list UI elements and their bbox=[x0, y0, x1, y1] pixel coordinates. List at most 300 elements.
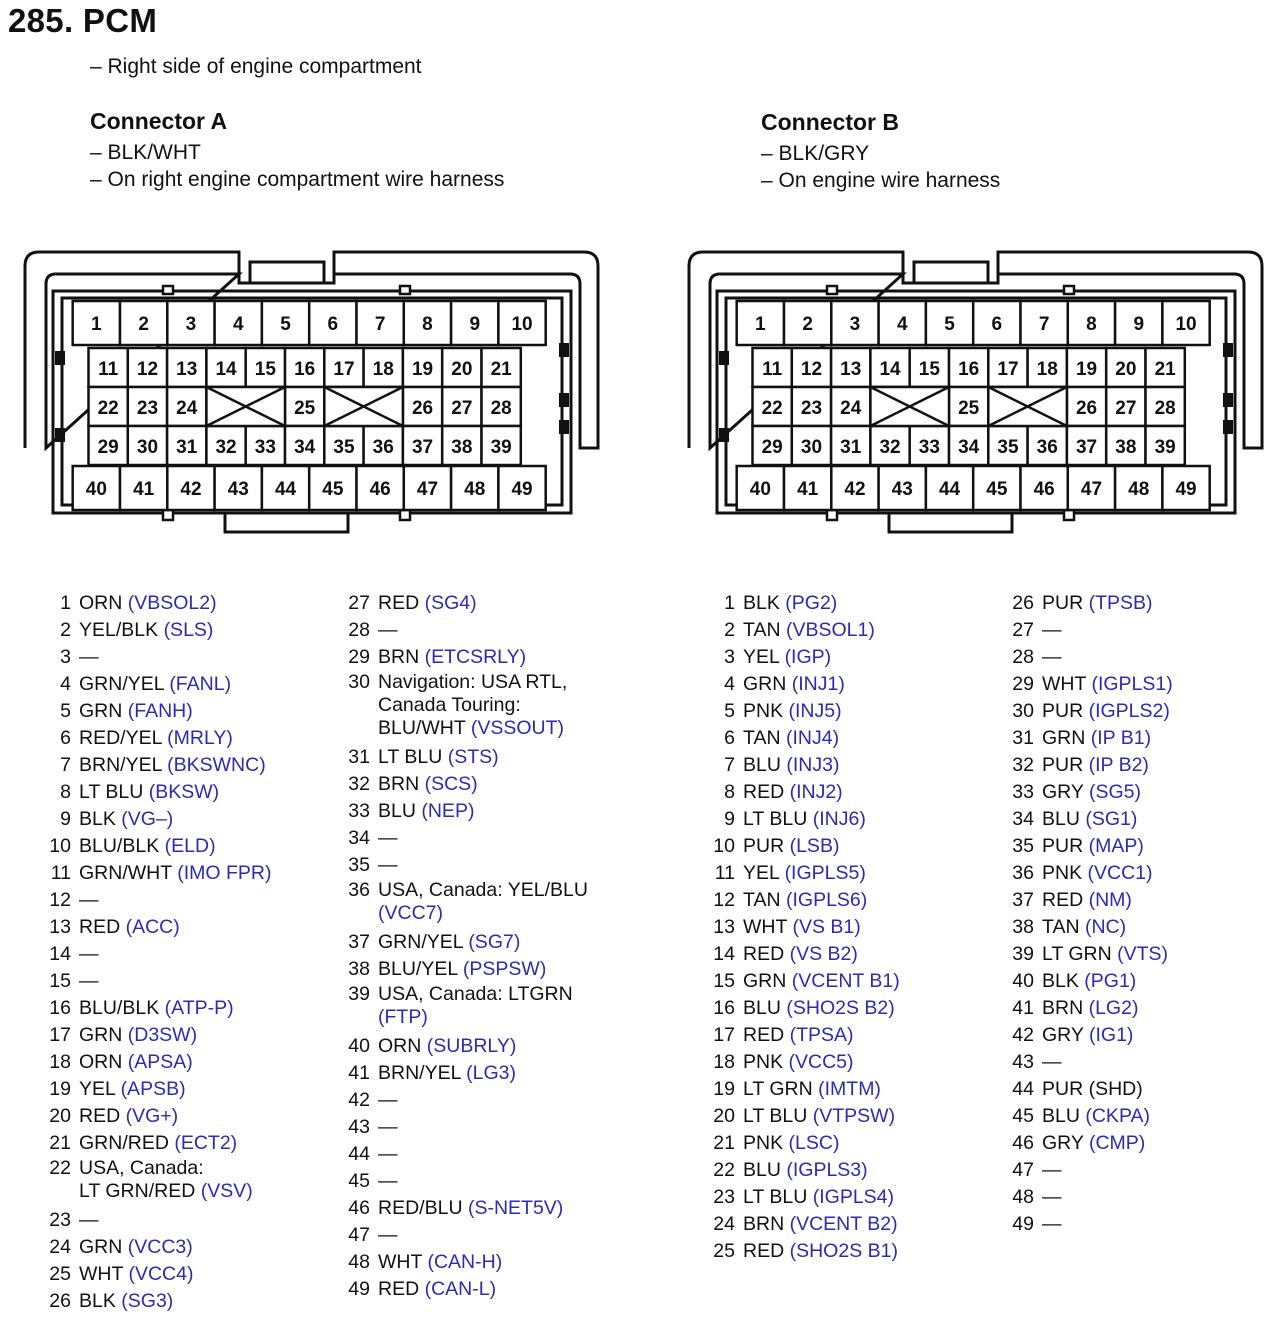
pin-number: 46 bbox=[348, 1197, 370, 1219]
wire-color: LT BLU bbox=[743, 1105, 813, 1127]
signal-name: (CAN-L) bbox=[424, 1278, 497, 1300]
signal-name: (IGPLS5) bbox=[784, 862, 866, 884]
pin-number: 38 bbox=[348, 958, 370, 980]
wire-color: TAN bbox=[1042, 916, 1085, 938]
wire-color: RED bbox=[743, 1024, 790, 1046]
pin-number: 39 bbox=[348, 983, 370, 1005]
pin-number: 12 bbox=[713, 889, 735, 911]
pin-number: 2 bbox=[724, 619, 735, 641]
pin-entry bbox=[1010, 1211, 1265, 1238]
pin-entry bbox=[1010, 752, 1265, 779]
pin-label: 9 bbox=[1133, 314, 1145, 335]
signal-name: (SCS) bbox=[424, 773, 478, 795]
pin-number: 24 bbox=[49, 1236, 71, 1258]
pin-entry bbox=[1010, 617, 1265, 644]
connector-b-pins-col2 bbox=[1010, 590, 1265, 1238]
wire-color: BLK bbox=[79, 1290, 122, 1312]
pin-number: 26 bbox=[49, 1290, 71, 1312]
pin-number: 32 bbox=[1012, 754, 1034, 776]
pin-label: 28 bbox=[490, 398, 512, 419]
connector-b-location: – On engine wire harness bbox=[761, 169, 1001, 192]
pin-line bbox=[378, 902, 646, 925]
wire-color: BRN/YEL bbox=[378, 1062, 467, 1084]
pin-number: 41 bbox=[1012, 997, 1034, 1019]
signal-name: (IMTM) bbox=[818, 1078, 881, 1100]
pin-entry bbox=[711, 941, 1001, 968]
signal-name: (PG1) bbox=[1084, 970, 1137, 992]
wire-color: RED bbox=[378, 1278, 425, 1300]
pin-entry bbox=[346, 1087, 646, 1114]
lock-tab bbox=[55, 428, 65, 442]
signal-name: (ETCSRLY) bbox=[424, 646, 527, 668]
wire-color: ORN bbox=[79, 1051, 128, 1073]
pin-entry bbox=[1010, 1049, 1265, 1076]
pin-label: 30 bbox=[136, 437, 159, 458]
wire-color: RED bbox=[743, 781, 790, 803]
wire-color: BRN bbox=[1042, 997, 1089, 1019]
lock-tab bbox=[1223, 343, 1233, 357]
pin-label: 40 bbox=[85, 479, 107, 500]
pin-number: 32 bbox=[348, 773, 370, 795]
wire-color: PUR bbox=[743, 835, 790, 857]
signal-name: (IG1) bbox=[1088, 1024, 1134, 1046]
pin-entry bbox=[346, 1141, 646, 1168]
pin-entry bbox=[1010, 941, 1265, 968]
wire-color: — bbox=[1042, 646, 1062, 668]
wire-color: YEL bbox=[743, 646, 785, 668]
notch bbox=[827, 286, 837, 294]
pin-label: 28 bbox=[1154, 398, 1176, 419]
wire-color: ORN bbox=[79, 592, 128, 614]
signal-name: (IGPLS4) bbox=[812, 1186, 895, 1208]
pin-entry bbox=[1010, 590, 1265, 617]
pin-number: 49 bbox=[1012, 1213, 1034, 1235]
pin-entry bbox=[346, 852, 646, 879]
pin-label: 45 bbox=[322, 479, 344, 500]
pin-entry bbox=[711, 1103, 1001, 1130]
wire-color: BRN bbox=[378, 773, 425, 795]
pin-number: 17 bbox=[713, 1024, 735, 1046]
signal-name: (MRLY) bbox=[167, 727, 233, 749]
wire-color: WHT bbox=[1042, 673, 1092, 695]
pin-number: 3 bbox=[60, 646, 71, 668]
pin-label: 9 bbox=[469, 314, 481, 335]
pin-number: 6 bbox=[60, 727, 71, 749]
signal-name: (VTS) bbox=[1117, 943, 1169, 965]
pin-number: 15 bbox=[713, 970, 735, 992]
lock-tab bbox=[559, 420, 569, 434]
pin-number: 24 bbox=[713, 1213, 735, 1235]
pin-label: 18 bbox=[372, 359, 394, 380]
pin-entry bbox=[711, 698, 1001, 725]
wire-color: LT GRN/RED bbox=[79, 1180, 201, 1202]
wire-color: GRN bbox=[743, 673, 792, 695]
pin-entry bbox=[711, 1049, 1001, 1076]
pin-label: 41 bbox=[133, 479, 155, 500]
pin-label: 24 bbox=[840, 398, 862, 419]
pin-number: 14 bbox=[49, 943, 71, 965]
pin-number: 44 bbox=[348, 1143, 370, 1165]
signal-name: (PSPSW) bbox=[462, 958, 547, 980]
signal-name: (VCENT B2) bbox=[789, 1213, 898, 1235]
pin-label: 36 bbox=[1036, 437, 1058, 458]
pin-label: 21 bbox=[1154, 359, 1176, 380]
pin-label: 23 bbox=[800, 398, 823, 419]
pin-entry bbox=[47, 1288, 337, 1315]
pin-entry bbox=[346, 1060, 646, 1087]
pin-entry bbox=[1010, 1184, 1265, 1211]
pin-number: 10 bbox=[49, 835, 71, 857]
wire-color: PNK bbox=[1042, 862, 1088, 884]
wire-color: — bbox=[378, 1224, 398, 1246]
signal-name: (VS B2) bbox=[789, 943, 858, 965]
pin-number: 49 bbox=[348, 1278, 370, 1300]
wire-color: GRN/YEL bbox=[79, 673, 170, 695]
pin-entry bbox=[1010, 995, 1265, 1022]
pin-entry bbox=[47, 887, 337, 914]
pin-entry bbox=[711, 914, 1001, 941]
connector-bottom-tab bbox=[225, 513, 348, 532]
connector-key bbox=[250, 262, 324, 283]
pin-label: 12 bbox=[800, 359, 823, 380]
pin-number: 42 bbox=[348, 1089, 370, 1111]
wire-color: BRN bbox=[378, 646, 425, 668]
signal-name: (IP B1) bbox=[1090, 727, 1152, 749]
pin-number: 1 bbox=[60, 592, 71, 614]
pin-label: 16 bbox=[958, 359, 980, 380]
pin-label: 13 bbox=[840, 359, 862, 380]
signal-name: (FANH) bbox=[127, 700, 193, 722]
pin-number: 2 bbox=[60, 619, 71, 641]
pin-entry bbox=[47, 752, 337, 779]
signal-name: (FTP) bbox=[378, 1006, 428, 1028]
wire-color: LT GRN bbox=[743, 1078, 819, 1100]
wire-color: GRY bbox=[1042, 1024, 1089, 1046]
pin-number: 1 bbox=[724, 592, 735, 614]
pin-label: 32 bbox=[879, 437, 901, 458]
wire-color: GRN/RED bbox=[79, 1132, 175, 1154]
pin-entry bbox=[47, 968, 337, 995]
wire-color: TAN bbox=[743, 889, 786, 911]
signal-name: (IMO FPR) bbox=[177, 862, 272, 884]
signal-name: (S-NET5V) bbox=[467, 1197, 564, 1219]
signal-name: (IP B2) bbox=[1088, 754, 1149, 776]
wire-color: RED bbox=[378, 592, 425, 614]
signal-name: (NM) bbox=[1088, 889, 1132, 911]
pin-entry bbox=[1010, 1157, 1265, 1184]
pin-number: 22 bbox=[49, 1157, 71, 1179]
wire-color: GRN bbox=[79, 1024, 128, 1046]
pin-label: 15 bbox=[254, 359, 276, 380]
pin-number: 19 bbox=[713, 1078, 735, 1100]
pin-label: 37 bbox=[411, 437, 434, 458]
pin-label: 44 bbox=[274, 479, 297, 500]
wire-color: BLU/BLK bbox=[79, 997, 165, 1019]
notch bbox=[827, 510, 837, 520]
lock-tab bbox=[559, 393, 569, 407]
wire-color: LT BLU bbox=[378, 746, 448, 768]
signal-name: (STS) bbox=[447, 746, 499, 768]
pin-label: 11 bbox=[762, 359, 783, 380]
pin-line bbox=[79, 1180, 337, 1203]
pin-label: 44 bbox=[938, 479, 961, 500]
pin-number: 33 bbox=[1012, 781, 1034, 803]
signal-name: (VTPSW) bbox=[812, 1105, 896, 1127]
wire-color: RED bbox=[79, 1105, 126, 1127]
pin-note: Canada Touring: bbox=[378, 694, 521, 716]
pin-label: 19 bbox=[411, 359, 434, 380]
pin-label: 34 bbox=[958, 437, 980, 458]
pin-note: USA, Canada: YEL/BLU bbox=[378, 879, 588, 901]
pin-label: 26 bbox=[411, 398, 434, 419]
pin-number: 23 bbox=[49, 1209, 71, 1231]
pin-number: 29 bbox=[1012, 673, 1034, 695]
pin-label: 18 bbox=[1036, 359, 1058, 380]
signal-name: (SHO2S B1) bbox=[789, 1240, 898, 1262]
pin-label: 11 bbox=[98, 359, 119, 380]
pin-number: 18 bbox=[49, 1051, 71, 1073]
pin-number: 16 bbox=[49, 997, 71, 1019]
pin-entry bbox=[47, 617, 337, 644]
pin-entry bbox=[1010, 725, 1265, 752]
pin-entry bbox=[711, 1211, 1001, 1238]
wire-color: TAN bbox=[743, 619, 786, 641]
connector-key bbox=[914, 262, 988, 283]
notch bbox=[1064, 510, 1074, 520]
notch bbox=[163, 286, 173, 294]
pin-line bbox=[378, 717, 646, 740]
signal-name: (BKSW) bbox=[148, 781, 220, 803]
pin-number: 18 bbox=[713, 1051, 735, 1073]
signal-name: (IGPLS2) bbox=[1088, 700, 1170, 722]
pin-entry bbox=[346, 1276, 646, 1303]
signal-name: (CMP) bbox=[1088, 1132, 1146, 1154]
pin-entry bbox=[346, 671, 646, 740]
pin-number: 10 bbox=[713, 835, 735, 857]
signal-name: (INJ5) bbox=[788, 700, 842, 722]
pin-number: 3 bbox=[724, 646, 735, 668]
pin-entry bbox=[47, 1103, 337, 1130]
pin-number: 4 bbox=[60, 673, 71, 695]
pin-entry bbox=[346, 617, 646, 644]
pin-label: 2 bbox=[138, 314, 149, 335]
pin-number: 42 bbox=[1012, 1024, 1034, 1046]
wire-color: RED/YEL bbox=[79, 727, 168, 749]
wire-color: BLU/BLK bbox=[79, 835, 165, 857]
pin-entry bbox=[47, 941, 337, 968]
pin-label: 3 bbox=[185, 314, 197, 335]
pin-number: 23 bbox=[713, 1186, 735, 1208]
wire-color: BLK bbox=[743, 592, 786, 614]
pin-number: 8 bbox=[60, 781, 71, 803]
pin-label: 35 bbox=[997, 437, 1019, 458]
signal-name: (PG2) bbox=[785, 592, 838, 614]
pin-label: 42 bbox=[180, 479, 202, 500]
pin-entry bbox=[47, 1207, 337, 1234]
wire-color: YEL/BLK bbox=[79, 619, 164, 641]
pin-entry bbox=[711, 1130, 1001, 1157]
signal-name: (ECT2) bbox=[174, 1132, 238, 1154]
pin-entry bbox=[47, 1022, 337, 1049]
signal-name: (ELD) bbox=[164, 835, 216, 857]
pin-entry bbox=[711, 1157, 1001, 1184]
pin-number: 47 bbox=[1012, 1159, 1034, 1181]
wire-color: BRN/YEL bbox=[79, 754, 168, 776]
lock-tab bbox=[1223, 420, 1233, 434]
pin-label: 13 bbox=[176, 359, 198, 380]
pin-entry bbox=[1010, 806, 1265, 833]
pin-entry bbox=[1010, 1022, 1265, 1049]
pin-label: 24 bbox=[176, 398, 198, 419]
pin-number: 35 bbox=[1012, 835, 1034, 857]
signal-name: (LSC) bbox=[788, 1132, 840, 1154]
notch bbox=[1064, 286, 1074, 294]
wire-color: BLK bbox=[1042, 970, 1085, 992]
pin-number: 43 bbox=[1012, 1051, 1034, 1073]
pin-entry bbox=[1010, 671, 1265, 698]
pin-entry bbox=[47, 1234, 337, 1261]
wire-color: RED bbox=[743, 1240, 790, 1262]
pin-entry bbox=[711, 1076, 1001, 1103]
signal-name: (SG4) bbox=[424, 592, 477, 614]
pin-label: 42 bbox=[844, 479, 866, 500]
pin-entry bbox=[1010, 1130, 1265, 1157]
signal-name: (SUBRLY) bbox=[426, 1035, 517, 1057]
pin-entry bbox=[346, 1168, 646, 1195]
pin-number: 7 bbox=[60, 754, 71, 776]
signal-name: (MAP) bbox=[1088, 835, 1144, 857]
wire-color: WHT bbox=[79, 1263, 129, 1285]
pin-entry bbox=[1010, 860, 1265, 887]
signal-name: (VCENT B1) bbox=[791, 970, 900, 992]
pin-entry bbox=[711, 644, 1001, 671]
pin-label: 21 bbox=[490, 359, 512, 380]
pin-number: 37 bbox=[1012, 889, 1034, 911]
pin-entry bbox=[711, 968, 1001, 995]
pin-number: 31 bbox=[348, 746, 370, 768]
pin-label: 4 bbox=[896, 314, 908, 335]
pin-entry bbox=[1010, 833, 1265, 860]
pin-entry bbox=[47, 779, 337, 806]
pin-label: 47 bbox=[1080, 479, 1103, 500]
connector-a-heading: Connector A bbox=[90, 108, 228, 134]
pin-entry bbox=[711, 1022, 1001, 1049]
wire-color: GRN bbox=[743, 970, 792, 992]
pin-number: 21 bbox=[49, 1132, 71, 1154]
signal-name: (LSB) bbox=[789, 835, 840, 857]
signal-name: (INJ6) bbox=[812, 808, 866, 830]
pin-label: 29 bbox=[761, 437, 783, 458]
wire-color: LT BLU bbox=[743, 1186, 813, 1208]
pin-number: 12 bbox=[49, 889, 71, 911]
wire-color: LT BLU bbox=[79, 781, 149, 803]
wire-color: BRN bbox=[743, 1213, 790, 1235]
pin-label: 40 bbox=[749, 479, 771, 500]
pin-number: 28 bbox=[348, 619, 370, 641]
pin-entry bbox=[711, 725, 1001, 752]
signal-name: (BKSWNC) bbox=[167, 754, 266, 776]
pin-entry bbox=[1010, 644, 1265, 671]
pin-number: 20 bbox=[713, 1105, 735, 1127]
pin-label: 48 bbox=[1128, 479, 1150, 500]
pin-entry bbox=[346, 771, 646, 798]
pin-number: 19 bbox=[49, 1078, 71, 1100]
pin-label: 38 bbox=[1115, 437, 1137, 458]
wire-color: RED bbox=[743, 943, 790, 965]
signal-name: (TPSA) bbox=[789, 1024, 854, 1046]
pin-entry bbox=[346, 1114, 646, 1141]
pin-label: 38 bbox=[451, 437, 473, 458]
pin-label: 22 bbox=[97, 398, 119, 419]
pin-label: 8 bbox=[422, 314, 433, 335]
lock-tab bbox=[1223, 393, 1233, 407]
pin-entry bbox=[47, 590, 337, 617]
wire-color: GRN bbox=[79, 1236, 128, 1258]
wire-color: TAN bbox=[743, 727, 786, 749]
pin-label: 20 bbox=[1115, 359, 1137, 380]
pin-entry bbox=[711, 887, 1001, 914]
pin-number: 16 bbox=[713, 997, 735, 1019]
pin-entry bbox=[711, 995, 1001, 1022]
signal-name: (APSB) bbox=[120, 1078, 186, 1100]
pin-number: 22 bbox=[713, 1159, 735, 1181]
wire-color: — bbox=[79, 970, 99, 992]
pin-label: 49 bbox=[1175, 479, 1197, 500]
wire-color: GRY bbox=[1042, 1132, 1089, 1154]
wire-color: LT BLU bbox=[743, 808, 813, 830]
pin-entry bbox=[711, 1238, 1001, 1265]
wire-color: GRY bbox=[1042, 781, 1089, 803]
wire-color: PUR (SHD) bbox=[1042, 1078, 1143, 1100]
pin-number: 34 bbox=[348, 827, 370, 849]
pin-entry bbox=[346, 825, 646, 852]
signal-name: (VG+) bbox=[125, 1105, 179, 1127]
pin-number: 27 bbox=[1012, 619, 1034, 641]
pin-label: 5 bbox=[944, 314, 955, 335]
pin-entry bbox=[47, 644, 337, 671]
wire-color: — bbox=[79, 943, 99, 965]
pin-entry bbox=[346, 1033, 646, 1060]
pin-label: 22 bbox=[761, 398, 783, 419]
lock-tab bbox=[55, 351, 65, 365]
signal-name: (FANL) bbox=[169, 673, 232, 695]
pin-label: 10 bbox=[511, 314, 533, 335]
pin-label: 32 bbox=[215, 437, 237, 458]
wire-color: — bbox=[378, 619, 398, 641]
wire-color: BLU/WHT bbox=[378, 717, 471, 739]
pin-number: 9 bbox=[60, 808, 71, 830]
wire-color: — bbox=[1042, 1051, 1062, 1073]
signal-name: (VCC5) bbox=[788, 1051, 854, 1073]
wire-color: WHT bbox=[378, 1251, 428, 1273]
signal-name: (NC) bbox=[1084, 916, 1127, 938]
wire-color: BLU bbox=[378, 800, 422, 822]
pin-number: 46 bbox=[1012, 1132, 1034, 1154]
wire-color: BLU/YEL bbox=[378, 958, 463, 980]
pin-number: 11 bbox=[50, 862, 71, 884]
pin-entry bbox=[47, 698, 337, 725]
connector-a-location: – On right engine compartment wire harness bbox=[90, 168, 505, 191]
wire-color: — bbox=[378, 827, 398, 849]
pin-label: 33 bbox=[918, 437, 940, 458]
wire-color: GRN/YEL bbox=[378, 931, 469, 953]
lock-tab bbox=[719, 351, 729, 365]
pin-number: 25 bbox=[713, 1240, 735, 1262]
connector-a-pins-col1 bbox=[47, 590, 337, 1315]
signal-name: (D3SW) bbox=[127, 1024, 198, 1046]
wire-color: — bbox=[378, 1116, 398, 1138]
pin-number: 30 bbox=[348, 671, 370, 693]
